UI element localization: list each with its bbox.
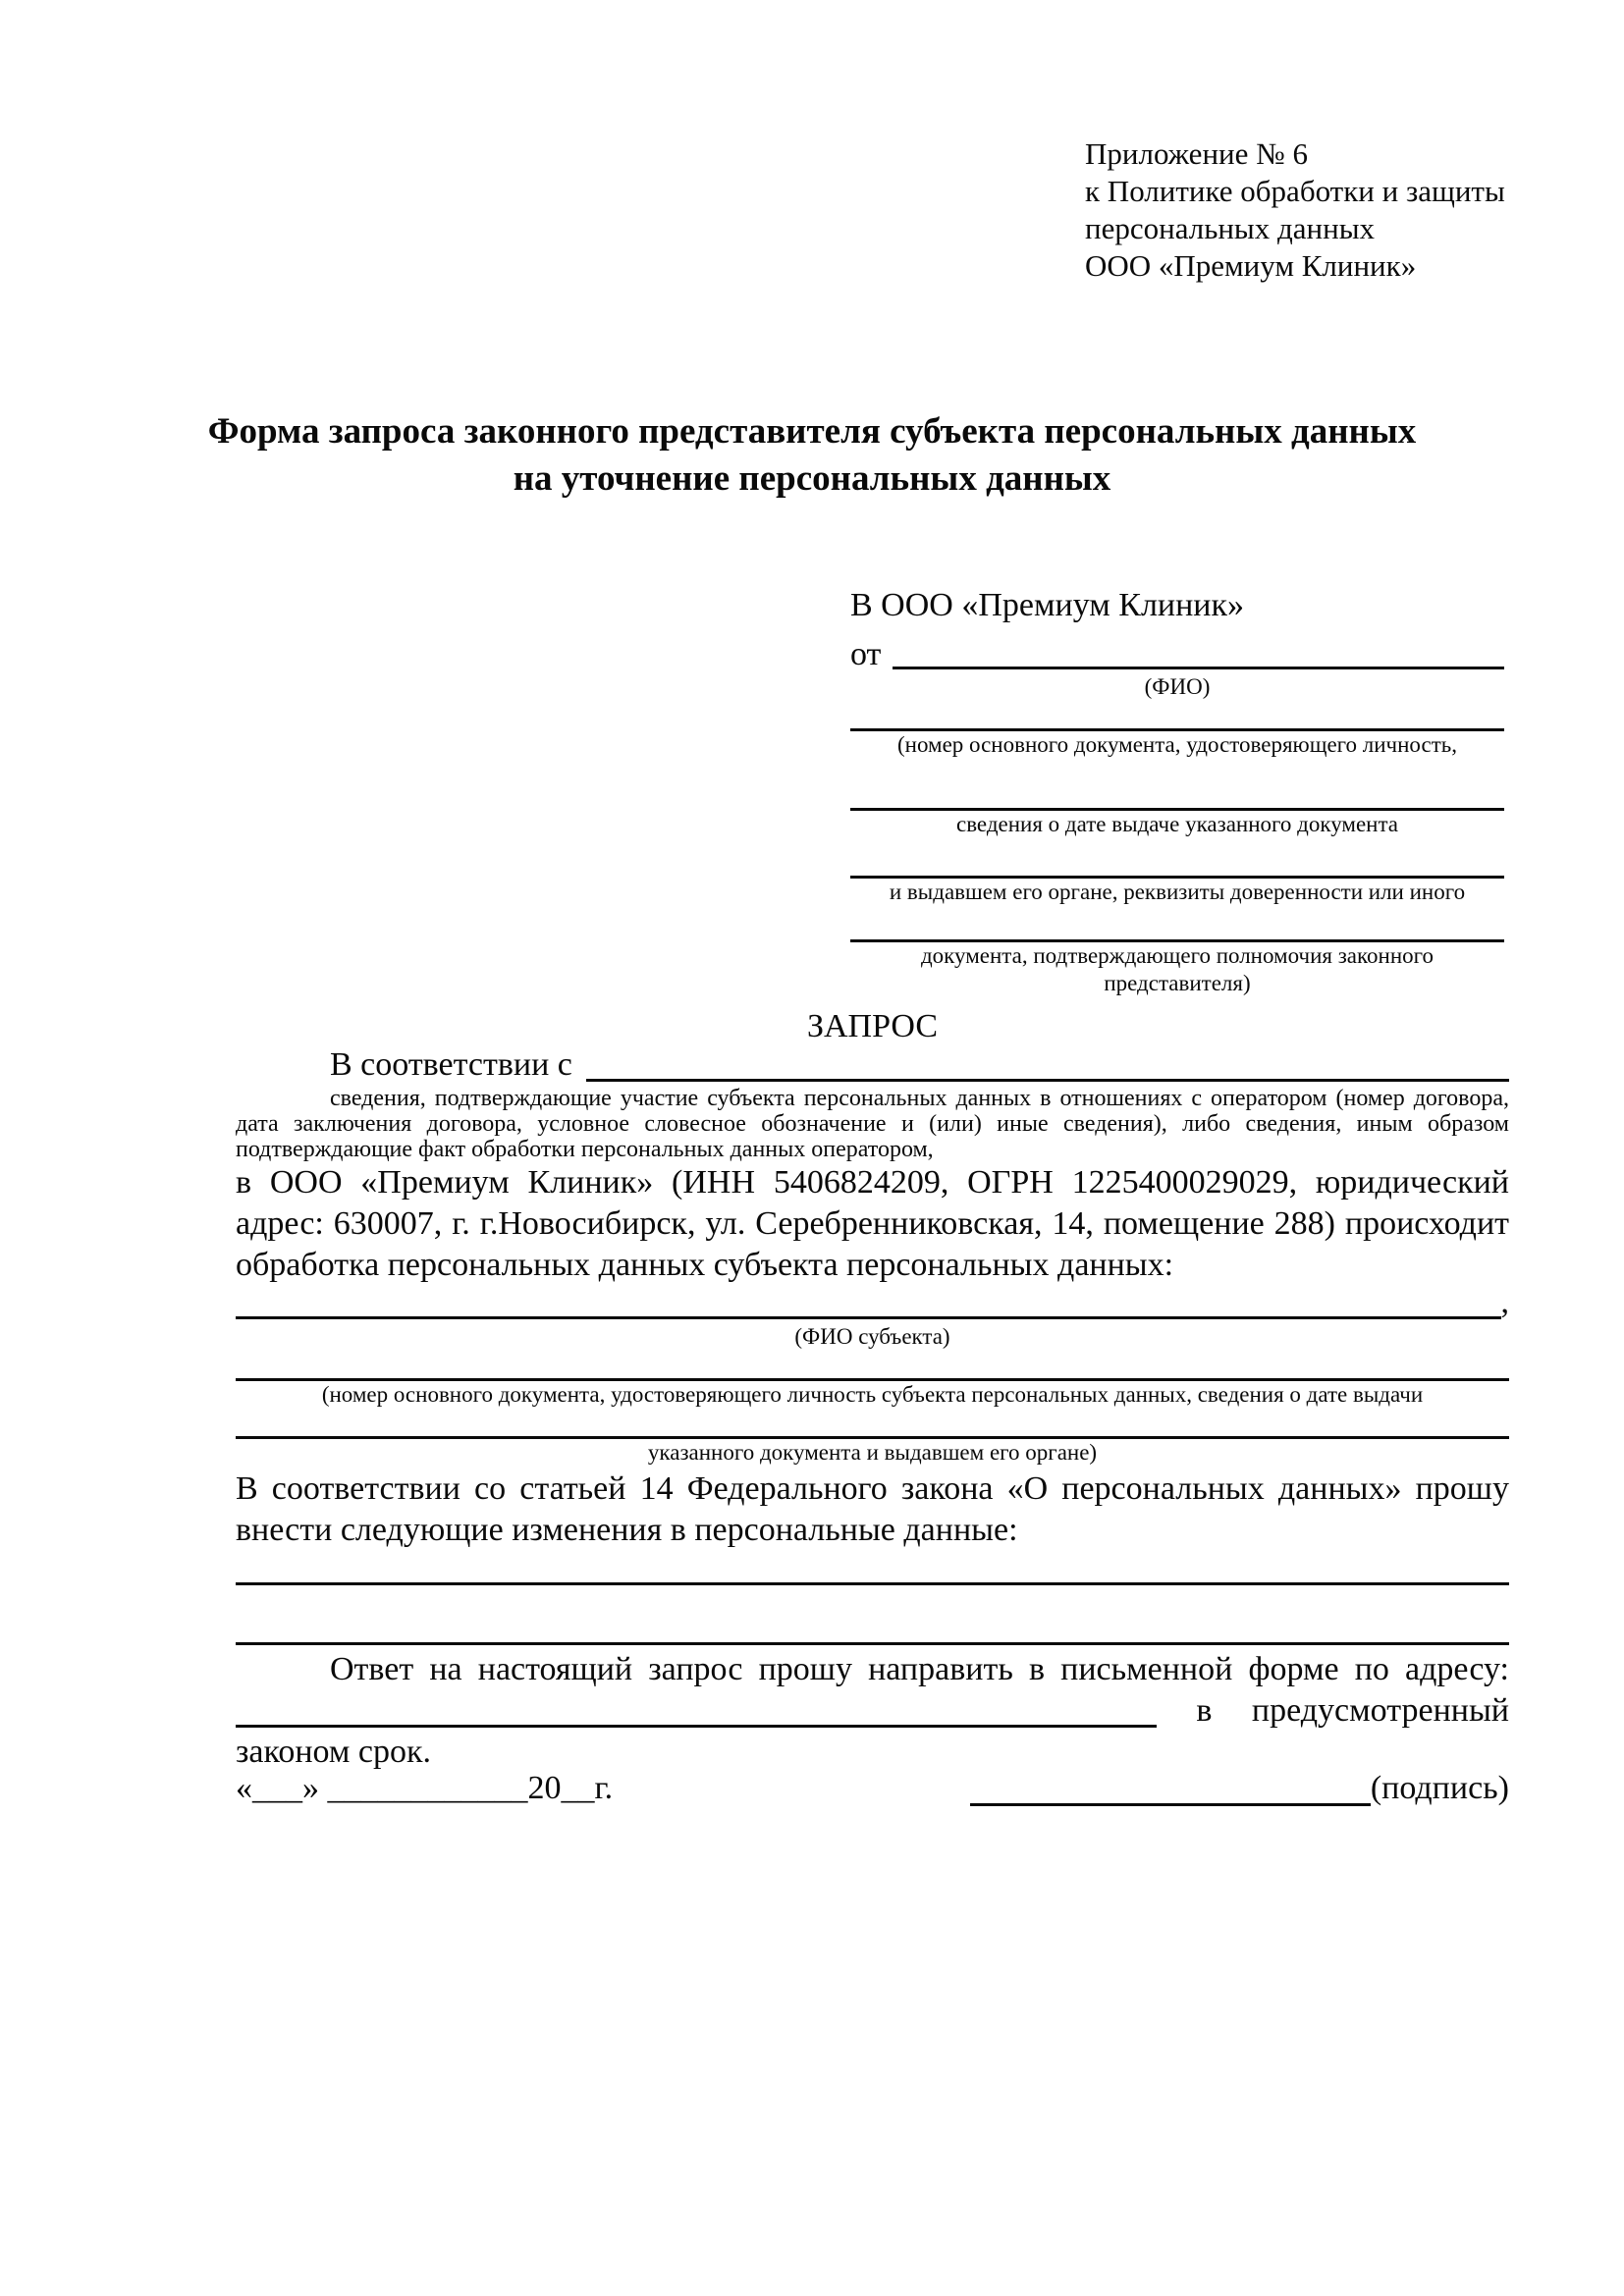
addressee-block xyxy=(850,587,1504,995)
form-title-line-2: на уточнение персональных данных xyxy=(513,458,1111,499)
subject-doc-caption-2: указанного документа и выдавшем его органе) xyxy=(647,1440,1098,1465)
law-paragraph: В соответствии со статьей 14 Федерального закона «О персональных данных» прошу внести следующие изменения в персональные данные: xyxy=(236,1470,1509,1548)
addressee-organization: В ООО «Премиум Клиник» xyxy=(850,587,1245,623)
subject-doc-fill-line-1 xyxy=(236,1351,1509,1381)
accordance-row xyxy=(236,1044,1509,1086)
doc-fill-line-3 xyxy=(850,838,1504,879)
doc-fill-line-1 xyxy=(850,701,1504,731)
footnote-text: сведения, подтверждающие участие субъекта персональных данных в отношениях с оператором (номер договора, дата заключения договора, условное словесное обозначение и (или) иные сведения), либо сведения, иным образом подтверждающие факт обработки персональных данных оператором, xyxy=(236,1086,1509,1162)
subject-doc-caption-1: (номер основного документа, удостоверяющего личность субъекта персональных данных, сведения о дате выдачи xyxy=(321,1382,1424,1407)
accordance-label: В соответствии с xyxy=(330,1046,572,1083)
request-body xyxy=(236,1044,1509,1773)
from-row xyxy=(850,630,1504,673)
changes-fill-line-2 xyxy=(236,1585,1509,1645)
fio-fill-line xyxy=(893,659,1504,669)
annex-line-4: ООО «Премиум Клиник» xyxy=(1085,248,1417,283)
answer-tail-word-2: предусмотренный xyxy=(1251,1692,1509,1729)
doc-caption-3: и выдавшем его органе, реквизиты доверенности или иного xyxy=(889,880,1466,904)
doc-fill-line-2 xyxy=(850,759,1504,811)
doc-caption-1: (номер основного документа, удостоверяющего личность, xyxy=(896,732,1457,757)
answer-paragraph: Ответ на настоящий запрос прошу направить в письменной форме по адресу: xyxy=(330,1651,1509,1687)
date-field: «___» ____________20__г. xyxy=(236,1770,614,1806)
accordance-fill-line xyxy=(586,1071,1509,1082)
operator-paragraph: в ООО «Премиум Клиник» (ИНН 5406824209, ОГРН 1225400029029, юридический адрес: 630007, г. г.Новосибирск, ул. Серебренниковская, 14, помещение 288) происходит обработка персональных данных субъекта персональных данных: xyxy=(236,1164,1509,1283)
form-title xyxy=(154,408,1470,503)
from-label: от xyxy=(850,636,882,672)
subject-doc-fill-line-2 xyxy=(236,1409,1509,1439)
subject-fio-fill-line xyxy=(236,1308,1501,1319)
annex-line-1: Приложение № 6 xyxy=(1085,136,1308,171)
changes-fill-line-1 xyxy=(236,1551,1509,1585)
answer-tail-word-1: в xyxy=(1196,1692,1213,1729)
answer-address-row xyxy=(236,1690,1509,1732)
doc-fill-line-4 xyxy=(850,906,1504,942)
annex-block xyxy=(1085,135,1505,285)
signature-fill-line xyxy=(970,1795,1371,1806)
fio-subject-caption: (ФИО субъекта) xyxy=(794,1324,950,1349)
address-fill-line xyxy=(236,1717,1157,1728)
annex-line-3: персональных данных xyxy=(1085,211,1376,245)
signature-group xyxy=(970,1767,1509,1810)
form-title-line-1: Форма запроса законного представителя субъекта персональных данных xyxy=(207,411,1417,452)
trailing-comma: , xyxy=(1500,1284,1509,1320)
fio-caption: (ФИО) xyxy=(1144,674,1211,699)
subject-fio-row xyxy=(236,1286,1509,1323)
signature-caption: (подпись) xyxy=(1370,1770,1509,1806)
footer-row xyxy=(236,1767,1509,1810)
annex-line-2: к Политике обработки и защиты xyxy=(1085,174,1505,208)
request-heading: ЗАПРОС xyxy=(806,1008,939,1044)
doc-caption-2: сведения о дате выдаче указанного документа xyxy=(955,812,1399,836)
answer-closing: законом срок. xyxy=(236,1734,431,1770)
doc-caption-4: документа, подтверждающего полномочия законного представителя) xyxy=(920,943,1434,995)
